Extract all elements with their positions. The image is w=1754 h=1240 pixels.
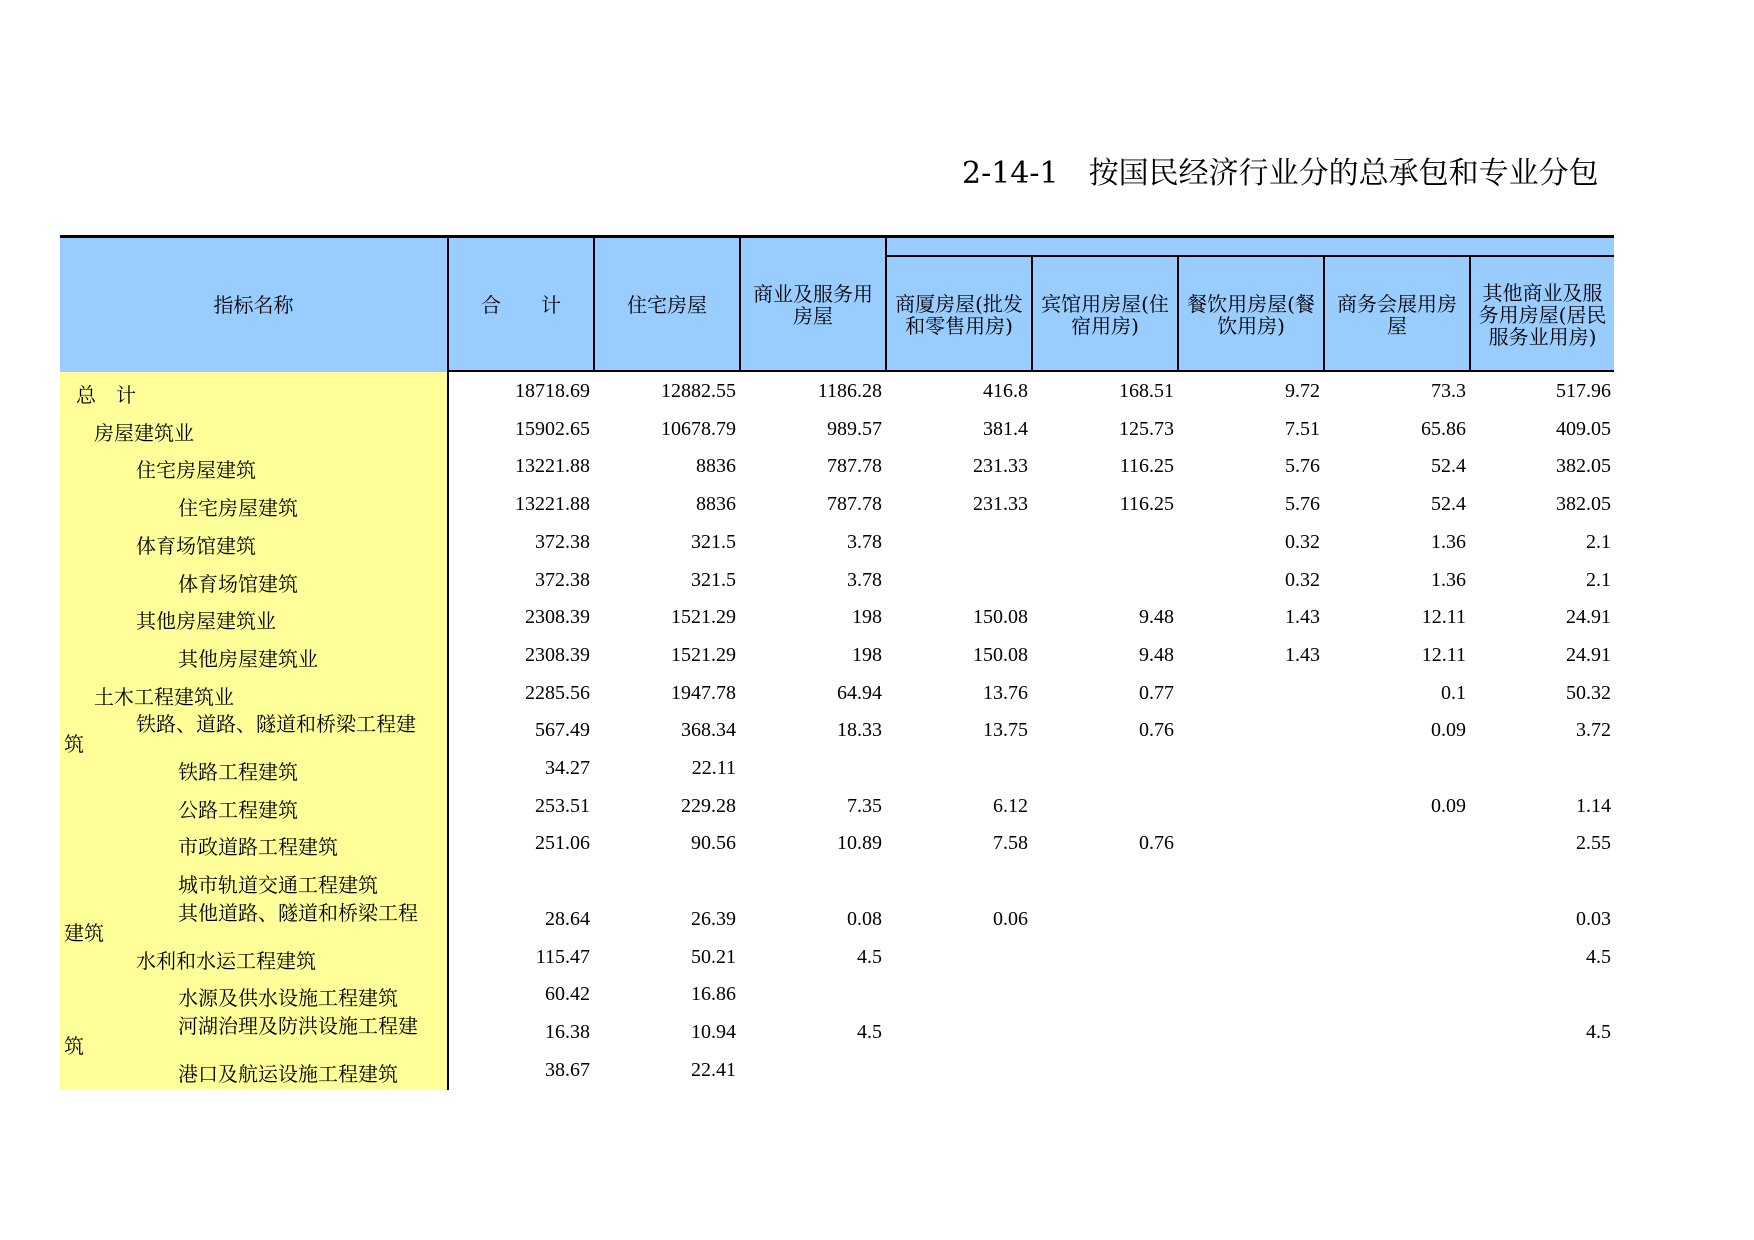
cell-value: 1.43 <box>1285 643 1320 666</box>
row-name-label: 住宅房屋建筑 <box>136 458 256 483</box>
row-name-label: 其他房屋建筑业 <box>178 646 318 671</box>
cell-value: 0.76 <box>1139 832 1174 855</box>
row-name <box>60 787 445 825</box>
row-name-label: 房屋建筑业 <box>94 420 194 445</box>
row-name <box>60 938 445 976</box>
table-row <box>60 862 1614 900</box>
cell-value: 12.11 <box>1421 643 1466 666</box>
row-name-label: 市政道路工程建筑 <box>178 835 338 860</box>
header-divider <box>739 238 741 372</box>
cell-value: 321.5 <box>691 568 736 591</box>
cell-value: 0.09 <box>1431 794 1466 817</box>
table-row <box>60 1013 1614 1058</box>
cell-value: 52.4 <box>1431 493 1466 516</box>
row-name <box>60 749 445 787</box>
row-name-label: 体育场馆建筑 <box>136 533 256 558</box>
table-row <box>60 711 1614 757</box>
cell-value: 13221.88 <box>515 455 590 478</box>
cell-value: 372.38 <box>535 568 590 591</box>
cell-value: 382.05 <box>1556 455 1611 478</box>
cell-value: 0.06 <box>993 907 1028 930</box>
row-name-label: 总 计 <box>76 383 136 407</box>
cell-value: 7.35 <box>847 794 882 817</box>
cell-value: 1186.28 <box>817 380 882 402</box>
header-residential: 住宅房屋 <box>595 238 739 372</box>
cell-value: 0.77 <box>1139 681 1174 704</box>
cell-value: 168.51 <box>1119 380 1174 402</box>
row-name-line2: 建筑 <box>64 920 104 945</box>
cell-value: 0.03 <box>1576 907 1611 930</box>
cell-value: 2.55 <box>1576 832 1611 855</box>
cell-value: 22.41 <box>691 1058 736 1081</box>
cell-value: 1.14 <box>1576 794 1611 817</box>
cell-value: 10678.79 <box>661 417 736 440</box>
cell-value: 6.12 <box>993 794 1028 817</box>
data-table <box>60 235 1614 1090</box>
row-name <box>60 824 445 862</box>
cell-value: 65.86 <box>1421 417 1466 440</box>
cell-value: 13.76 <box>983 681 1028 704</box>
row-name <box>60 372 445 410</box>
cell-value: 989.57 <box>827 417 882 440</box>
cell-value: 64.94 <box>837 681 882 704</box>
header-business: 商务会展用房屋 <box>1325 257 1469 372</box>
cell-value: 50.21 <box>691 945 736 968</box>
cell-value: 9.48 <box>1139 643 1174 666</box>
row-name <box>60 862 445 900</box>
row-name-label: 水源及供水设施工程建筑 <box>178 986 398 1011</box>
cell-value: 0.08 <box>847 907 882 930</box>
header-commercial: 商业及服务用房屋 <box>741 238 885 372</box>
header-divider <box>1177 255 1179 372</box>
cell-value: 787.78 <box>827 455 882 478</box>
cell-value: 9.48 <box>1139 606 1174 629</box>
table-row <box>60 787 1614 825</box>
subheader-divider <box>885 255 1614 257</box>
cell-value: 3.78 <box>847 568 882 591</box>
row-name-line2: 筑 <box>64 732 84 757</box>
cell-value: 231.33 <box>973 493 1028 516</box>
cell-value: 150.08 <box>973 606 1028 629</box>
cell-value: 372.38 <box>535 530 590 553</box>
cell-value: 52.4 <box>1431 455 1466 478</box>
cell-value: 567.49 <box>535 719 590 742</box>
header-mall: 商厦房屋(批发和零售用房) <box>887 257 1031 372</box>
cell-value: 0.1 <box>1441 681 1466 704</box>
row-name-label: 铁路工程建筑 <box>178 760 298 784</box>
cell-value: 15902.65 <box>515 417 590 440</box>
table-row <box>60 410 1614 448</box>
table-row <box>60 900 1614 945</box>
cell-value: 4.5 <box>857 945 882 968</box>
cell-value: 7.51 <box>1285 417 1320 440</box>
row-name <box>60 561 445 599</box>
row-name <box>60 447 445 485</box>
cell-value: 16.86 <box>691 983 736 1006</box>
row-name-label: 土木工程建筑业 <box>94 684 234 709</box>
cell-value: 2285.56 <box>525 681 590 704</box>
cell-value: 251.06 <box>535 832 590 855</box>
cell-value: 3.78 <box>847 530 882 553</box>
row-name-label: 港口及航运设施工程建筑 <box>178 1061 398 1086</box>
row-name-label: 城市轨道交通工程建筑 <box>178 873 378 898</box>
cell-value: 517.96 <box>1556 380 1611 402</box>
cell-value: 150.08 <box>973 643 1028 666</box>
header-divider <box>593 238 595 372</box>
cell-value: 116.25 <box>1119 493 1174 516</box>
header-divider <box>885 238 887 372</box>
cell-value: 368.34 <box>681 719 736 742</box>
cell-value: 787.78 <box>827 493 882 516</box>
header-hotel: 宾馆用房屋(住宿用房) <box>1033 257 1177 372</box>
row-name-label: 住宅房屋建筑 <box>178 496 298 521</box>
row-name <box>60 636 445 674</box>
row-name-label: 体育场馆建筑 <box>178 571 298 596</box>
table-row <box>60 561 1614 599</box>
header-other-commercial: 其他商业及服务用房屋(居民服务业用房) <box>1471 257 1614 372</box>
row-name <box>60 485 445 523</box>
cell-value: 12.11 <box>1421 606 1466 629</box>
cell-value: 10.89 <box>837 832 882 855</box>
cell-value: 7.58 <box>993 832 1028 855</box>
row-name-label: 公路工程建筑 <box>178 797 298 822</box>
cell-value: 409.05 <box>1556 417 1611 440</box>
cell-value: 1.36 <box>1431 568 1466 591</box>
cell-value: 5.76 <box>1285 455 1320 478</box>
header-name: 指标名称 <box>60 238 447 372</box>
cell-value: 2308.39 <box>525 606 590 629</box>
cell-value: 1.43 <box>1285 606 1320 629</box>
row-name <box>60 598 445 636</box>
row-name-line1: 河湖治理及防洪设施工程建 <box>178 1013 418 1038</box>
table-row <box>60 1051 1614 1089</box>
cell-value: 416.8 <box>983 380 1028 402</box>
cell-value: 2308.39 <box>525 643 590 666</box>
cell-value: 382.05 <box>1556 493 1611 516</box>
cell-value: 38.67 <box>545 1058 590 1081</box>
cell-value: 9.72 <box>1285 380 1320 402</box>
cell-value: 2.1 <box>1586 530 1611 553</box>
cell-value: 381.4 <box>983 417 1028 440</box>
cell-value: 13.75 <box>983 719 1028 742</box>
header-divider <box>1031 255 1033 372</box>
cell-value: 26.39 <box>691 907 736 930</box>
header-total: 合 计 <box>449 238 593 372</box>
cell-value: 1521.29 <box>671 643 736 666</box>
cell-value: 28.64 <box>545 907 590 930</box>
cell-value: 0.09 <box>1431 719 1466 742</box>
table-row <box>60 598 1614 636</box>
row-name-line1: 铁路、道路、隧道和桥梁工程建 <box>136 712 416 737</box>
table-row <box>60 749 1614 787</box>
row-name-line2: 筑 <box>64 1033 84 1058</box>
table-row <box>60 485 1614 523</box>
cell-value: 22.11 <box>691 757 736 779</box>
row-name-label: 水利和水运工程建筑 <box>136 948 316 973</box>
table-row <box>60 938 1614 976</box>
cell-value: 18.33 <box>837 719 882 742</box>
table-row <box>60 824 1614 862</box>
row-name <box>60 1013 445 1058</box>
cell-value: 90.56 <box>691 832 736 855</box>
cell-value: 198 <box>852 643 882 666</box>
row-name <box>60 711 445 757</box>
cell-value: 10.94 <box>691 1020 736 1043</box>
cell-value: 1.36 <box>1431 530 1466 553</box>
table-title: 2-14-1 按国民经济行业分的总承包和专业分包 <box>962 156 1599 191</box>
cell-value: 24.91 <box>1566 606 1611 629</box>
header-divider <box>1323 255 1325 372</box>
table-row <box>60 523 1614 561</box>
header-divider <box>1469 255 1471 372</box>
row-name-line1: 其他道路、隧道和桥梁工程 <box>178 900 418 925</box>
cell-value: 24.91 <box>1566 643 1611 666</box>
cell-value: 198 <box>852 606 882 629</box>
cell-value: 231.33 <box>973 455 1028 478</box>
cell-value: 0.32 <box>1285 568 1320 591</box>
header-catering: 餐饮用房屋(餐饮用房) <box>1179 257 1323 372</box>
row-name <box>60 1051 445 1089</box>
cell-value: 12882.55 <box>661 380 736 402</box>
cell-value: 0.76 <box>1139 719 1174 742</box>
row-name <box>60 410 445 448</box>
row-name-label: 其他房屋建筑业 <box>136 609 276 634</box>
cell-value: 125.73 <box>1119 417 1174 440</box>
cell-value: 229.28 <box>681 794 736 817</box>
cell-value: 34.27 <box>545 757 590 779</box>
cell-value: 321.5 <box>691 530 736 553</box>
row-name <box>60 523 445 561</box>
cell-value: 116.25 <box>1119 455 1174 478</box>
cell-value: 50.32 <box>1566 681 1611 704</box>
table-row <box>60 975 1614 1013</box>
cell-value: 13221.88 <box>515 493 590 516</box>
cell-value: 4.5 <box>1586 945 1611 968</box>
cell-value: 115.47 <box>535 945 590 968</box>
cell-value: 0.32 <box>1285 530 1320 553</box>
cell-value: 5.76 <box>1285 493 1320 516</box>
row-name <box>60 674 445 712</box>
table-row <box>60 636 1614 674</box>
cell-value: 1947.78 <box>671 681 736 704</box>
table-row <box>60 447 1614 485</box>
cell-value: 2.1 <box>1586 568 1611 591</box>
cell-value: 18718.69 <box>515 380 590 402</box>
cell-value: 3.72 <box>1576 719 1611 742</box>
cell-value: 4.5 <box>857 1020 882 1043</box>
cell-value: 16.38 <box>545 1020 590 1043</box>
cell-value: 4.5 <box>1586 1020 1611 1043</box>
row-name <box>60 975 445 1013</box>
cell-value: 8836 <box>696 493 736 516</box>
cell-value: 73.3 <box>1431 380 1466 402</box>
table-row <box>60 372 1614 410</box>
cell-value: 1521.29 <box>671 606 736 629</box>
cell-value: 60.42 <box>545 983 590 1006</box>
row-name <box>60 900 445 945</box>
table-row <box>60 674 1614 712</box>
cell-value: 253.51 <box>535 794 590 817</box>
cell-value: 8836 <box>696 455 736 478</box>
